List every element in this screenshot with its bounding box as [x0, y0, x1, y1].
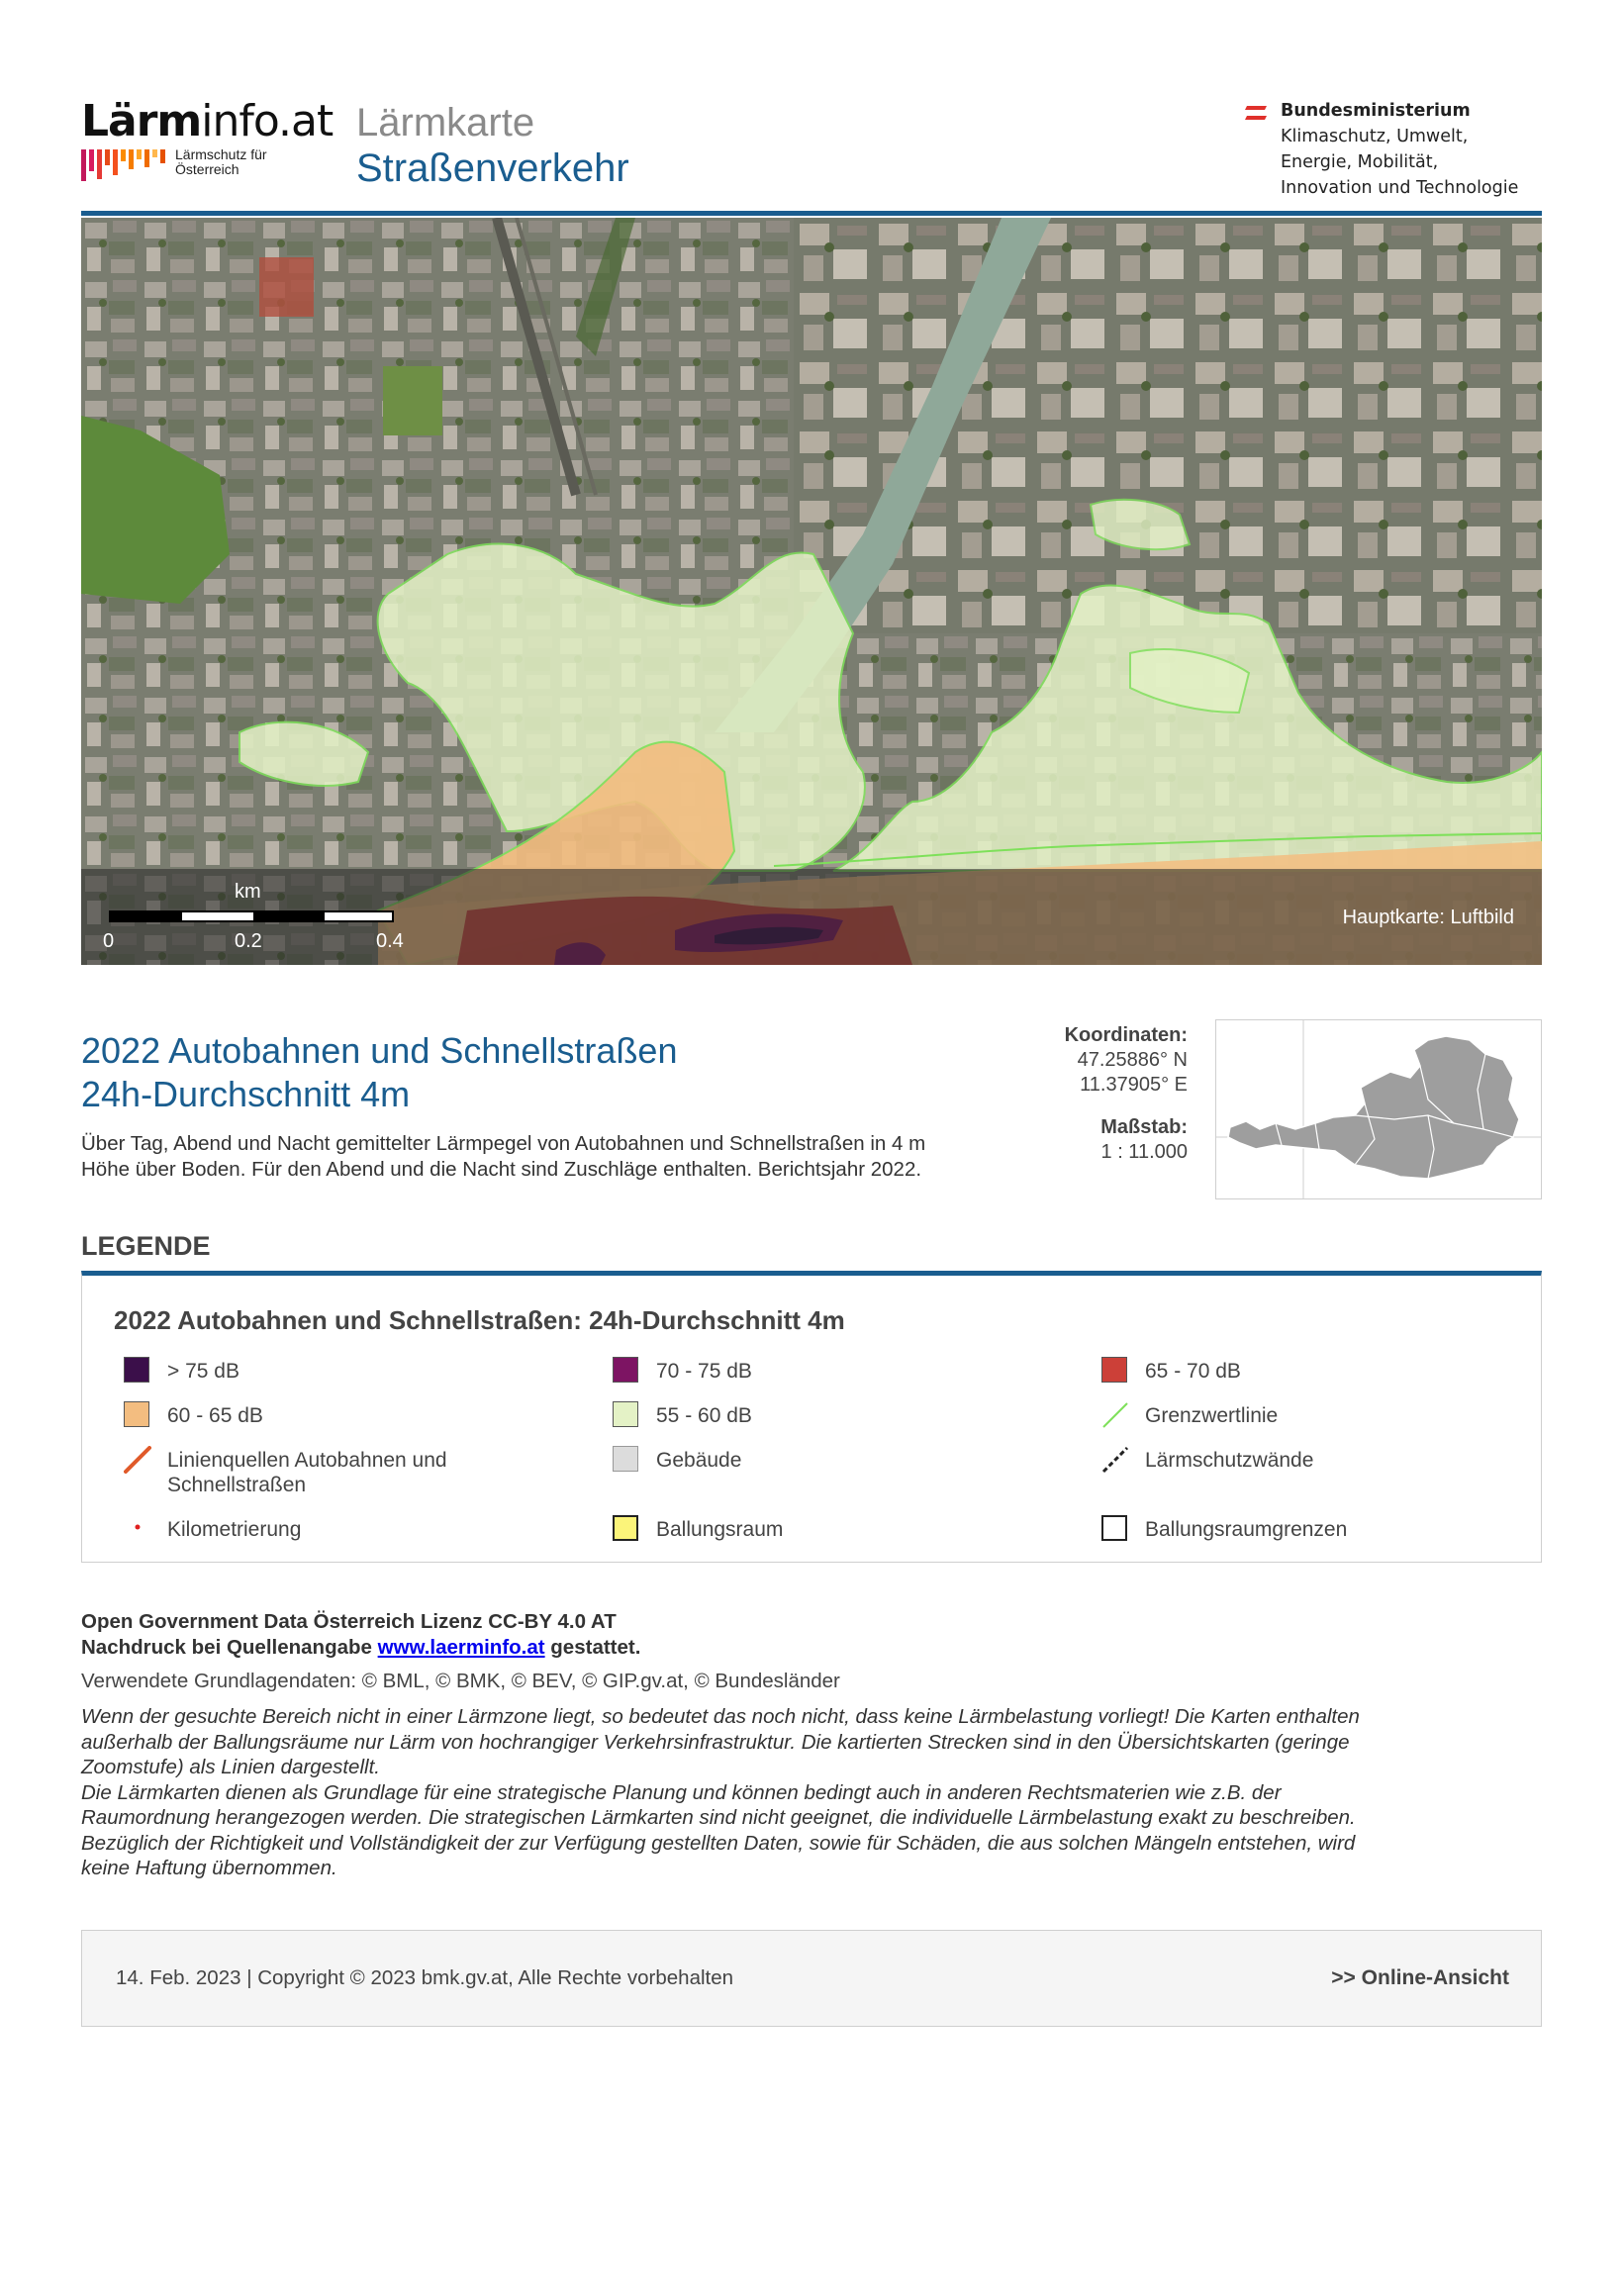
legend-title: 2022 Autobahnen und Schnellstraßen: 24h-Durchschnitt 4m: [114, 1305, 845, 1335]
laermschutzwand-line-icon: [1101, 1446, 1129, 1474]
footer: [81, 1930, 1542, 2027]
header: [81, 94, 1542, 213]
scale-value: 1 : 11.000: [1100, 1141, 1188, 1163]
logo-tagline: Lärmschutz für Österreich: [175, 146, 267, 177]
logo-bars-icon: [81, 149, 172, 181]
legend-panel: 2022 Autobahnen und Schnellstraßen: 24h-Durchschnitt 4m > 75 dB 70 - 75 dB 65 - 70 dB 60 - 65 dB 55 - 60 dB Grenzwertlinie Linienquellen Autobahnen und Schnellstraßen Gebäude Lärmschutzwände Kilometrierung Ballungsraum Ballungsraumgrenzen: [81, 1271, 1542, 1563]
austria-flag-icon: [1245, 106, 1267, 120]
coordinates-lon: 11.37905° E: [1080, 1074, 1188, 1096]
swatch-gebaeude: [613, 1446, 638, 1472]
austria-overview-map: [1216, 1020, 1542, 1199]
data-sources: Verwendete Grundlagendaten: © BML, © BMK, © BEV, © GIP.gv.at, © Bundesländer: [81, 1670, 840, 1692]
map-credit: Hauptkarte: Luftbild: [1342, 907, 1514, 928]
legend-heading: LEGENDE: [81, 1231, 211, 1261]
map-layer-title: 2022 Autobahnen und Schnellstraßen 24h-Durchschnitt 4m: [81, 1030, 678, 1114]
title-line-2: Straßenverkehr: [356, 146, 629, 190]
aerial-map-image: [81, 218, 1542, 965]
license-line: Open Government Data Österreich Lizenz CC-BY 4.0 AT: [81, 1610, 617, 1633]
ministry-name: Bundesministerium Klimaschutz, Umwelt, Energie, Mobilität, Innovation und Technologie: [1281, 101, 1519, 198]
swatch-65-70: [1101, 1357, 1127, 1383]
scale-label: Maßstab:: [1100, 1116, 1188, 1138]
laerminfo-logo[interactable]: [81, 96, 334, 189]
scale-bar: [109, 910, 394, 922]
logo-wordmark: Lärminfo.at: [81, 96, 334, 146]
reprint-line: Nachdruck bei Quellenangabe www.laerminfo.at gestattet.: [81, 1636, 641, 1659]
swatch-ballungsraum: [613, 1515, 638, 1541]
scale-tick-0: 0: [103, 930, 115, 952]
laerminfo-link[interactable]: www.laerminfo.at: [377, 1636, 545, 1659]
swatch-70-75: [613, 1357, 638, 1383]
disclaimer-text: Wenn der gesuchte Bereich nicht in einer Lärmzone liegt, so bedeutet das noch nicht, dass keine Lärmbelastung vorliegt! Die Karten enthalten außerhalb der Ballungsräume nur Lärm von hochrangiger Verkehrsinfrastruktur. Die kartierten Strecken sind in den Übersichtskarten (geringe Zoomstufe) als Linien dargestellt. Die Lärmkarten dienen als Grundlage für eine strategische Planung und können bedingt auch in anderen Rechtsmaterien wie z.B. der Raumordnung herangezogen werden. Die strategischen Lärmkarten sind nicht geeignet, die individuelle Lärmbelastung exakt zu beschreiben. Bezüglich der Richtigkeit und Vollständigkeit der zur Verfügung gestellten Daten, sowie für Schäden, die aus solchen Mängeln entstehen, wird keine Haftung übernommen.: [81, 1705, 1360, 1879]
online-view-link[interactable]: >> Online-Ansicht: [1331, 1966, 1509, 1989]
swatch-over-75: [124, 1357, 149, 1383]
footer-copyright: 14. Feb. 2023 | Copyright © 2023 bmk.gv.at, Alle Rechte vorbehalten: [116, 1966, 734, 1989]
scale-unit-label: km: [235, 881, 261, 903]
swatch-55-60: [613, 1401, 638, 1427]
kilometrierung-dot-icon: [124, 1515, 151, 1543]
swatch-60-65: [124, 1401, 149, 1427]
header-divider: [81, 211, 1542, 216]
linienquellen-line-icon: [124, 1446, 151, 1474]
map-layer-description: Über Tag, Abend und Nacht gemittelter Lärmpegel von Autobahnen und Schnellstraßen in 4 m Höhe über Boden. Für den Abend und die Nacht sind Zuschläge enthalten. Berichtsjahr 2022.: [81, 1132, 926, 1181]
swatch-ballungsraumgrenzen: [1101, 1515, 1127, 1541]
page-title: [356, 100, 629, 191]
scale-tick-1: 0.2: [235, 930, 262, 952]
grenzwertlinie-line-icon: [1101, 1401, 1129, 1429]
title-line-1: Lärmkarte: [356, 101, 535, 144]
coordinates-block: [1029, 1023, 1188, 1165]
overview-map: [1215, 1019, 1542, 1199]
scale-tick-2: 0.4: [376, 930, 404, 952]
coordinates-lat: 47.25886° N: [1077, 1049, 1188, 1071]
license-block: [81, 1609, 640, 1661]
coordinates-label: Koordinaten:: [1064, 1024, 1188, 1046]
noise-map[interactable]: [81, 218, 1542, 965]
